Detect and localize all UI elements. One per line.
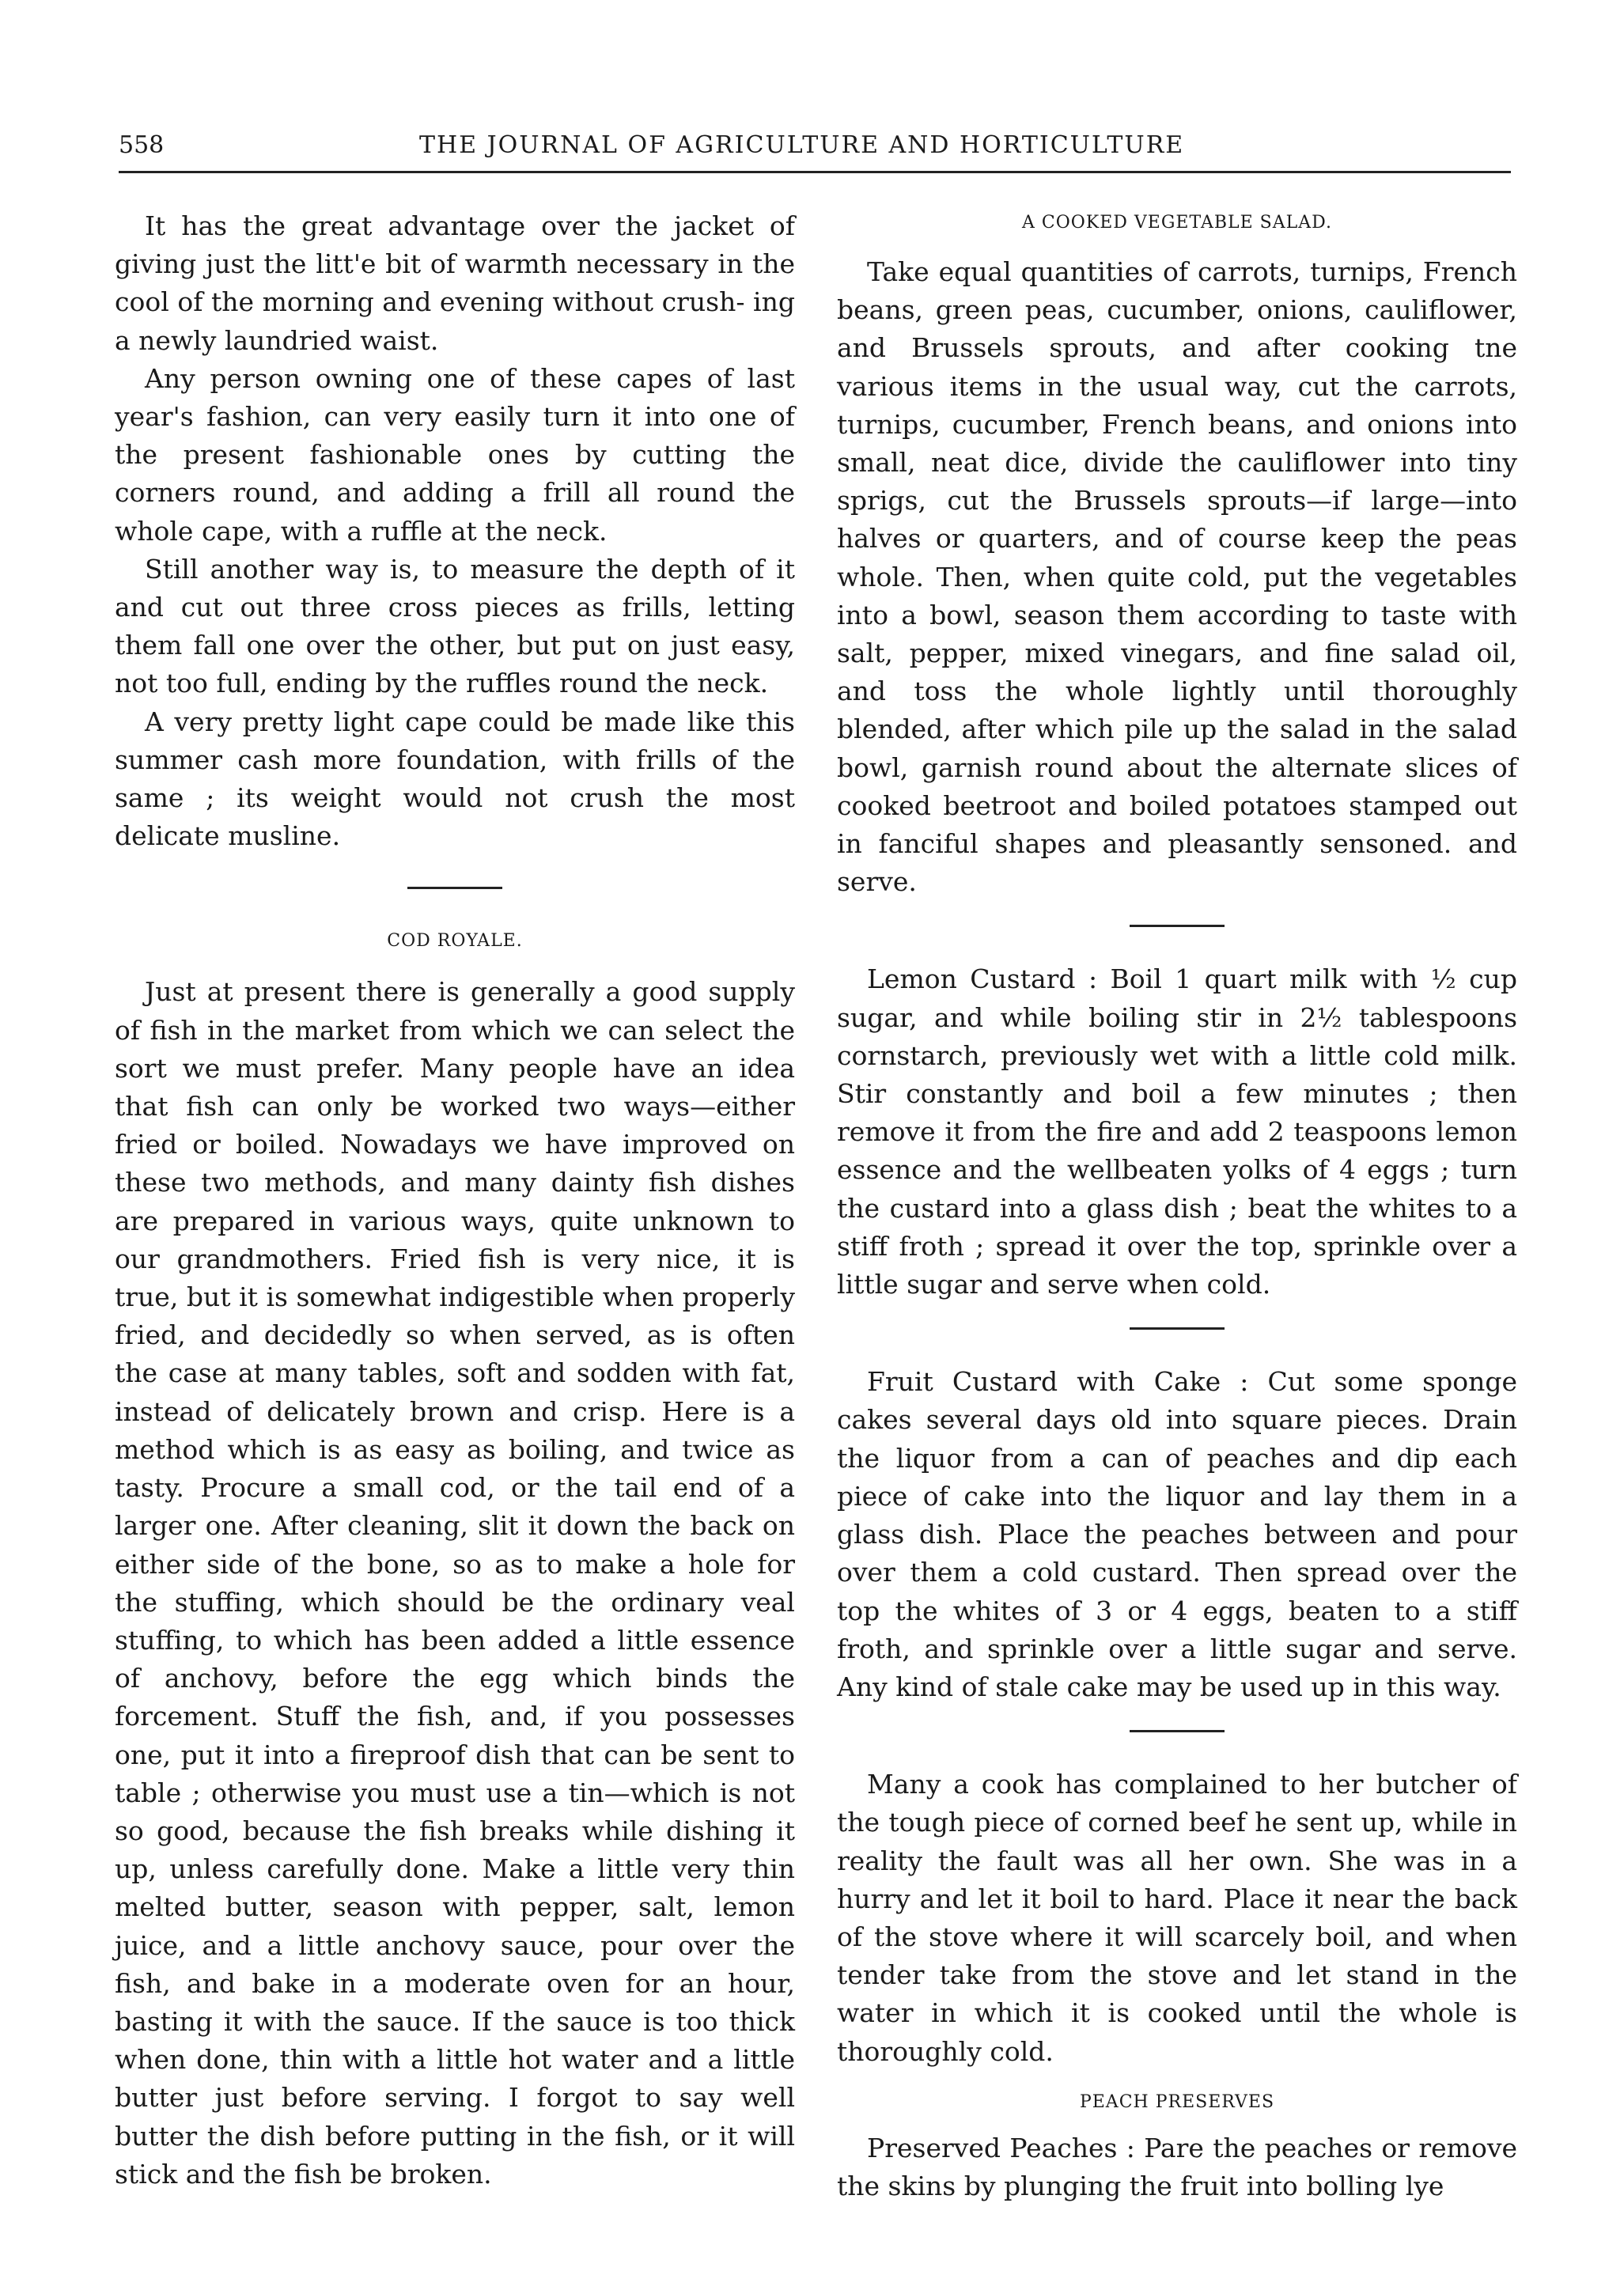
peach-preserves-paragraph: Preserved Peaches : Pare the peaches or remove the skins by plunging the fruit into bolling lye <box>837 2132 1517 2201</box>
section-title-cod-royale: COD ROYALE. <box>387 931 523 952</box>
salad-paragraph: Take equal quantities of carrots, turnips, French beans, green peas, cucumber, onions, cauliflower, and Brussels sprouts, and after cooking tne various items in the usual way, cut the carrots, turnips, cucumber, French beans, and onions into small, neat dice, divide the cauliflower into tiny sprigs, cut the Brussels sprouts—if large—into halves or quarters, and of course keep the peas whole. Then, when quite cold, put the vegetables into a bowl, season them according to taste with salt, pepper, mixed vinegars, and fine salad oil, and toss the whole lightly until thoroughly blended, after which pile up the salad in the salad bowl, garnish round about the alternate slices of cooked beetroot and boiled potatoes stamped out in fanciful shapes and pleasantly sensoned. and serve. <box>837 256 1517 898</box>
fruit-custard-paragraph: Fruit Custard with Cake : Cut some sponge cakes several days old into square pieces. Drain the liquor from a can of peaches and dip each piece of cake into the liquor and lay them in a glass dish. Place the peaches between and pour over them a cold custard. Then spread over the top the whites of 3 or 4 eggs, beaten to a stiff froth, and sprinkle over a little sugar and serve. Any kind of stale cake may be used up in this way. <box>837 1366 1517 1702</box>
cape-paragraph: A very pretty light cape could be made like this summer cash more foundation, with frills of the same ; its weight would not crush the most delicate musline. <box>115 706 795 852</box>
right-column <box>837 207 1517 2205</box>
lemon-custard-paragraph: Lemon Custard : Boil 1 quart milk with ½ cup sugar, and while boiling stir in 2½ tablespoons cornstarch, previously wet with a little cold milk. Stir constantly and boil a few minutes ; then remove it from the fire and add 2 teaspoons lemon essence and the wellbeaten yolks of 4 eggs ; turn the custard into a glass dish ; beat the whites to a stiff froth ; spread it over the top, sprinkle over a little sugar and serve when cold. <box>837 963 1517 1300</box>
section-separator <box>1130 1730 1225 1732</box>
page-number: 558 <box>119 131 165 159</box>
cape-paragraph: Still another way is, to measure the depth of it and cut out three cross pieces as frills, letting them fall one over the other, but put on just easy, not too full, ending by the ruffles round the neck. <box>115 553 795 699</box>
cod-royale-paragraph: Just at present there is generally a good supply of fish in the market from which we can select the sort we must prefer. Many people have an idea that fish can only be worked two ways—either fried or boiled. Nowadays we have improved on these two methods, and many dainty fish dishes are prepared in various ways, quite unknown to our grandmothers. Fried fish is very nice, it is true, but it is somewhat indigestible when properly fried, and decidedly so when served, as is often the case at many tables, soft and sodden with fat, instead of delicately brown and crisp. Here is a method which is as easy as boiling, and twice as tasty. Procure a small cod, or the tail end of a larger one. After cleaning, slit it down the back on either side of the bone, so as to make a hole for the stuffing, which should be the ordinary veal stuffing, to which has been added a little essence of anchovy, before the egg which binds the forcement. Stuff the fish, and, if you possesses one, put it into a fireproof dish that can be sent to table ; otherwise you must use a tin—which is not so good, because the fish breaks while dishing it up, unless carefully done. Make a little very thin melted butter, season with pepper, salt, lemon juice, and a little anchovy sauce, pour over the fish, and bake in a moderate oven for an hour, basting it with the sauce. If the sauce is too thick when done, thin with a little hot water and a little butter just before serving. I forgot to say well butter the dish before putting in the fish, or it will stick and the fish be broken. <box>115 976 795 2190</box>
section-separator <box>1130 1327 1225 1330</box>
section-separator <box>407 887 502 889</box>
section-separator <box>1130 925 1225 927</box>
header-rule <box>119 171 1511 173</box>
cape-paragraph: It has the great advantage over the jacket of giving just the litt'e bit of warmth necessary in the cool of the morning and evening without crush- ing a newly laundried waist. <box>115 210 795 356</box>
section-title-vegetable-salad: A COOKED VEGETABLE SALAD. <box>1022 213 1332 233</box>
left-column <box>115 207 795 2193</box>
journal-title: THE JOURNAL OF AGRICULTURE AND HORTICULTURE <box>419 131 1185 159</box>
page-header <box>119 131 1511 166</box>
section-title-peach-preserves: PEACH PRESERVES <box>1079 2091 1275 2112</box>
corned-beef-paragraph: Many a cook has complained to her butcher of the tough piece of corned beef he sent up, while in reality the fault was all her own. She was in a hurry and let it boil to hard. Place it near the back of the stove where it will scarcely boil, and when tender take from the stove and let stand in the water in which it is cooked until the whole is thoroughly cold. <box>837 1769 1517 2067</box>
cape-paragraph: Any person owning one of these capes of last year's fashion, can very easily turn it into one of the present fashionable ones by cutting the corners round, and adding a frill all round the whole cape, with a ruffle at the neck. <box>115 362 795 547</box>
